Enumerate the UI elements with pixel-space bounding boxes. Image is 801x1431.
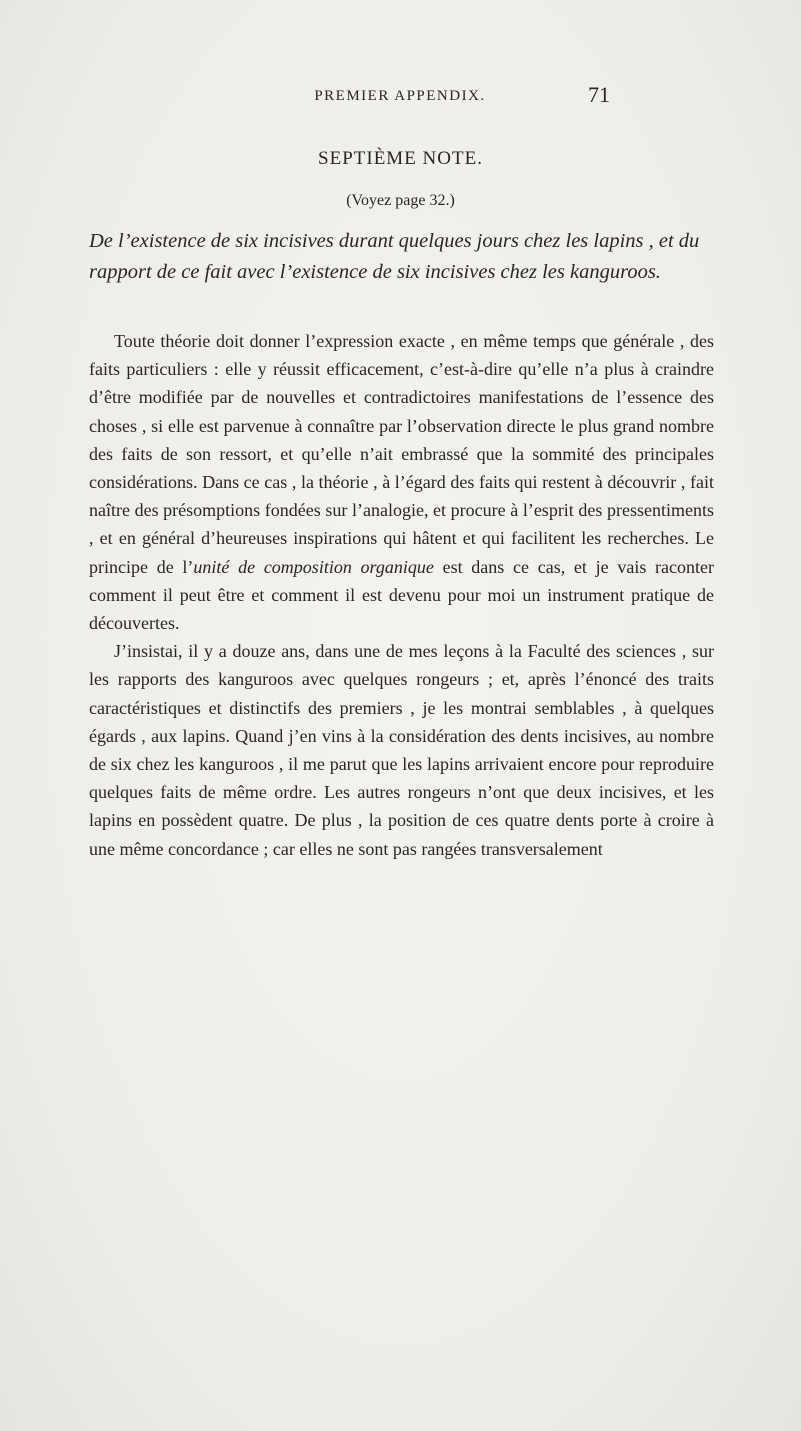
paragraph-1-text-a: Toute théorie doit donner l’expression exacte , en même temps que générale , des faits particuliers : elle y réussit efficacement, c’est-à-dire qu’elle n’a plus à craindre d’être modifiée par de nouvelles et contradictoires manifestations de l’essence des choses , si elle est parvenue à connaître par l’observation directe le plus grand nombre des faits de son ressort, et qu’elle n’ait embrassé que la sommité des principales considérations. Dans ce cas , la théorie , à l’égard des faits qui restent à découvrir , fait naître des présomptions fondées sur l’analogie, et procure à l’esprit des pressentiments , et en général d’heureuses inspirations qui hâtent et qui facilitent les recherches. Le principe de l’ <box>89 331 714 577</box>
paragraph-1 <box>89 327 714 637</box>
note-title: SEPTIÈME NOTE. <box>318 148 483 169</box>
body-text <box>89 327 714 863</box>
running-head: PREMIER APPENDIX. <box>314 88 486 104</box>
paragraph-1-text-b: est dans ce cas, et je vais raconter comment il peut être et comment il est devenu pour moi un instrument pratique de découvertes. <box>89 556 714 634</box>
note-subtitle: De l’existence de six incisives durant quelques jours chez les lapins , et du rapport de ce fait avec l’existence de six incisives chez les kanguroos. <box>89 230 700 283</box>
page-header <box>190 82 610 112</box>
paragraph-2: J’insistai, il y a douze ans, dans une de mes leçons à la Faculté des sciences , sur les rapports des kanguroos avec quelques rongeurs ; et, après l’énoncé des traits caractéristiques et distinctifs des premiers , je les montrai semblables , à quelques égards , aux lapins. Quand j’en vins à la considération des dents incisives, au nombre de six chez les kanguroos , il me parut que les lapins arrivaient encore pour reproduire quelques faits de même ordre. Les autres rongeurs n’ont que deux incisives, et les lapins en possèdent quatre. De plus , la position de ces quatre dents porte à croire à une même concordance ; car elles ne sont pas rangées transversalement <box>89 641 714 859</box>
page-number: 71 <box>588 82 610 107</box>
paragraph-1-emphasis: unité de composition organique <box>193 556 434 577</box>
page-reference: (Voyez page 32.) <box>346 192 455 209</box>
